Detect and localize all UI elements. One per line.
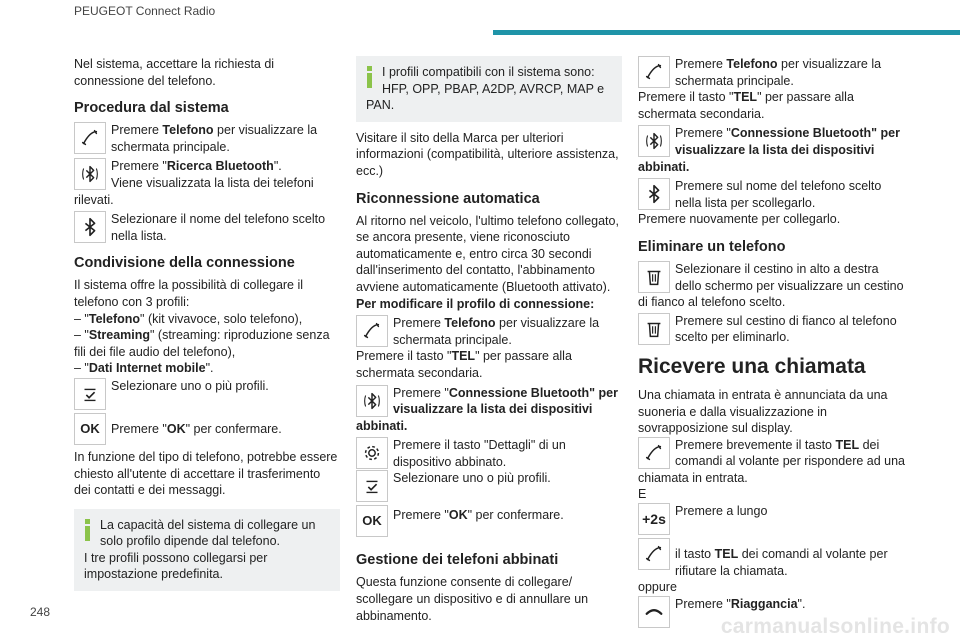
- header-accent-bar: [493, 30, 960, 35]
- bluetooth-search-icon: [356, 385, 388, 417]
- column-1: [74, 56, 340, 599]
- step-cestino-select: Selezionare il cestino in alto a destra dello schermo per visualizzare un cestino di fianco al telefono scelto.: [638, 261, 904, 310]
- phone-icon: [356, 315, 388, 347]
- trash-icon: [638, 313, 670, 345]
- step-select-phone: Selezionare il nome del telefono scelto nella lista.: [74, 211, 340, 244]
- phone-icon: [638, 538, 670, 570]
- step-tel-reject: il tasto TEL dei comandi al volante per rifiutare la chiamata.: [638, 538, 908, 579]
- step-telefono: Premere Telefono per visualizzare la schermata principale.: [638, 56, 908, 89]
- phone-icon: [638, 56, 670, 88]
- step-tel-short: Premere brevemente il tasto TEL dei comandi al volante per rispondere ad una chiamata in entrata.: [638, 437, 906, 485]
- info-note-profiles: I profili compatibili con il sistema sono: HFP, OPP, PBAP, A2DP, AVRCP, MAP e PAN.: [356, 56, 622, 122]
- watermark: carmanualsonline.info: [720, 615, 950, 639]
- hang-up-icon: [638, 596, 670, 628]
- phone-icon: [74, 122, 106, 154]
- bluetooth-icon: [638, 178, 670, 210]
- visitare-text: Visitare il sito della Marca per ulteriori informazioni (compatibilità, ulteriore assistenza, ecc.): [356, 130, 619, 178]
- heading-ricevere: Ricevere una chiamata: [638, 354, 866, 378]
- bluetooth-search-icon: [638, 125, 670, 157]
- heading-gestione: Gestione dei telefoni abbinati: [356, 552, 559, 569]
- step-telefono: Premere Telefono per visualizzare la schermata principale.: [356, 315, 622, 348]
- nuovamente-text: Premere nuovamente per collegarlo.: [638, 212, 841, 227]
- step-confirm-ok: OK Premere "OK" per confermare.: [356, 505, 622, 537]
- heading-riconnessione: Riconnessione automatica: [356, 190, 540, 207]
- step-scollegare: Premere sul nome del telefono scelto nella lista per scollegarlo.: [638, 178, 908, 211]
- tel-instruction: Premere il tasto "TEL" per passare alla schermata secondaria.: [638, 90, 854, 121]
- condivisione-text: Il sistema offre la possibilità di collegare il telefono con 3 profili:: [74, 278, 304, 309]
- step-long-press: +2s Premere a lungo: [638, 503, 908, 535]
- column-3: [638, 56, 908, 631]
- info-note: La capacità del sistema di collegare un solo profilo dipende dal telefono. I tre profili possono collegarsi per impostazione predefinita.: [74, 509, 340, 591]
- page-number: 248: [30, 605, 51, 619]
- heading-condivisione: Condivisione della connessione: [74, 255, 295, 272]
- heading-procedura: Procedura dal sistema: [74, 100, 229, 117]
- step-ricerca-bluetooth: Premere "Ricerca Bluetooth". Viene visualizzata la lista dei telefoni rilevati.: [74, 159, 314, 207]
- step-select-profiles: Selezionare uno o più profili.: [356, 470, 622, 502]
- heading-eliminare: Eliminare un telefono: [638, 238, 786, 255]
- profile-list-item: – "Dati Internet mobile".: [74, 361, 214, 376]
- bluetooth-icon: [74, 211, 106, 243]
- funzione-text: In funzione del tipo di telefono, potrebbe essere chiesto all'utente di accettare il trasferimento dei contatti e dei messaggi.: [74, 449, 338, 498]
- ok-icon: OK: [356, 505, 388, 537]
- gestione-text: Questa funzione consente di collegare/ scollegare un dispositivo e di annullare un abbinamento.: [356, 575, 589, 623]
- step-telefono: Premere Telefono per visualizzare la schermata principale.: [74, 122, 340, 155]
- profile-list-item: – "Streaming" (streaming: riproduzione senza fili dei file audio del telefono),: [74, 328, 330, 359]
- ricevere-text: Una chiamata in entrata è annunciata da una suoneria e dalla visualizzazione in sovrapposizione sul display.: [638, 387, 888, 436]
- ok-icon: OK: [74, 413, 106, 445]
- per-modificare-label: Per modificare il profilo di connessione:: [356, 296, 595, 311]
- step-connessione-bluetooth: Premere "Connessione Bluetooth" per visualizzare la lista dei dispositivi abbinati.: [356, 385, 618, 433]
- tel-instruction: Premere il tasto "TEL" per passare alla schermata secondaria.: [356, 349, 572, 380]
- bluetooth-search-icon: [74, 158, 106, 190]
- header-title: PEUGEOT Connect Radio: [74, 4, 216, 18]
- trash-icon: [638, 261, 670, 293]
- column-2: [356, 56, 622, 631]
- info-icon: [84, 519, 92, 541]
- profile-list-item: – "Telefono" (kit vivavoce, solo telefono),: [74, 311, 303, 326]
- intro-text: Nel sistema, accettare la richiesta di connessione del telefono.: [74, 57, 275, 88]
- long-press-icon: +2s: [638, 503, 670, 535]
- gear-icon: [356, 437, 388, 469]
- checkbox-icon: [74, 378, 106, 410]
- step-confirm-ok: OK Premere "OK" per confermare.: [74, 413, 340, 445]
- step-connessione-bluetooth: Premere "Connessione Bluetooth" per visualizzare la lista dei dispositivi abbinati.: [638, 126, 900, 174]
- step-dettagli: Premere il tasto "Dettagli" di un dispositivo abbinato.: [356, 437, 622, 470]
- step-riaggancia: Premere "Riaggancia".: [638, 596, 908, 628]
- step-cestino-delete: Premere sul cestino di fianco al telefono scelto per eliminarlo.: [638, 313, 908, 346]
- info-icon: [366, 66, 374, 88]
- riconnessione-text: Al ritorno nel veicolo, l'ultimo telefono collegato, se ancora presente, viene riconosciuto automaticamente e, entro circa 30 secondi dall'inserimento del contatto, l'abbinamento avviene automaticamente (Bluetooth attivato).: [356, 213, 619, 294]
- step-select-profiles: Selezionare uno o più profili.: [74, 378, 340, 410]
- e-text: E: [638, 487, 647, 502]
- oppure-text: oppure: [638, 580, 677, 595]
- phone-icon: [638, 437, 670, 469]
- checkbox-icon: [356, 470, 388, 502]
